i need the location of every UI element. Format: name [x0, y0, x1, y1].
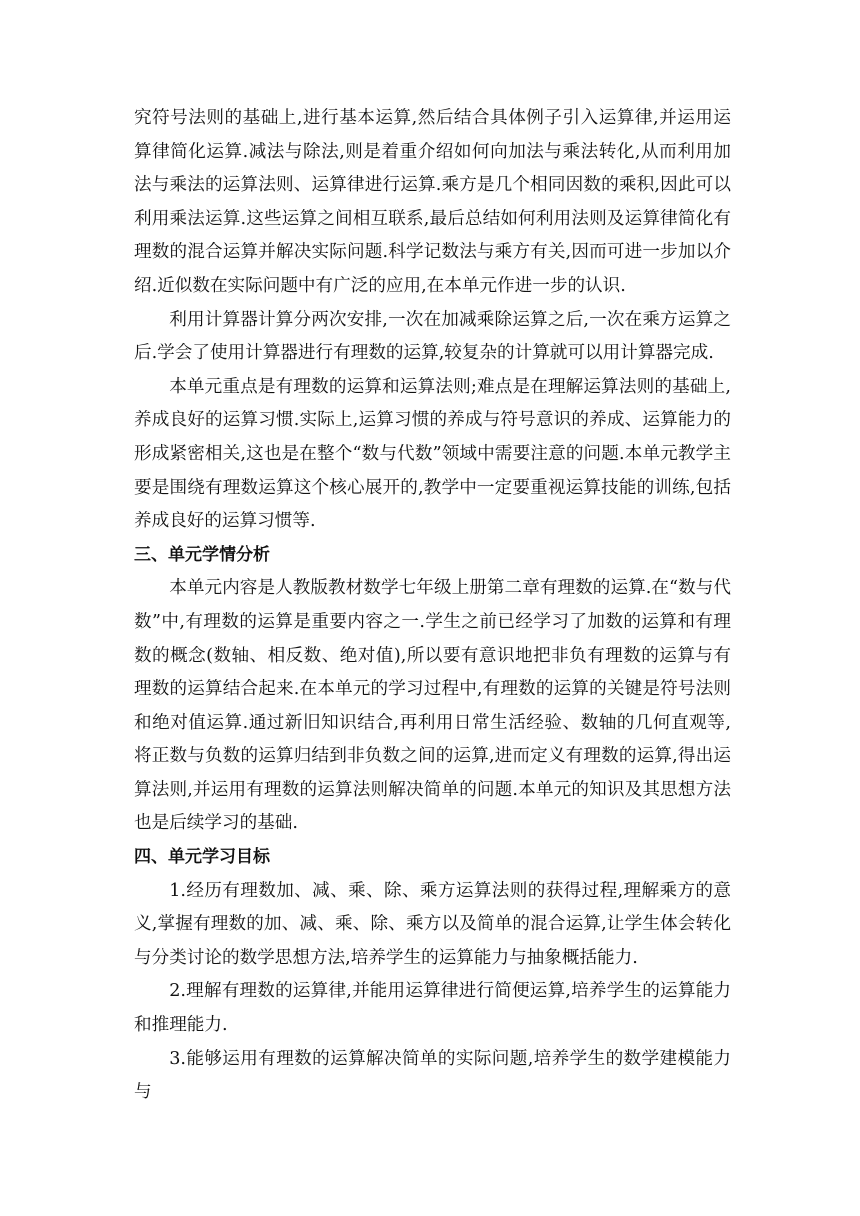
goal-item-1: 1.经历有理数加、减、乘、除、乘方运算法则的获得过程,理解乘方的意义,掌握有理数的加、减、乘、除、乘方以及简单的混合运算,让学生体会转化与分类讨论的数学思想方法,培养学生的运算能力与抽象概括能力. — [134, 880, 731, 968]
goal-item-2: 2.理解有理数的运算律,并能用运算律进行简便运算,培养学生的运算能力和推理能力. — [134, 981, 731, 1036]
section-heading-learning-analysis: 三、单元学情分析 — [134, 544, 270, 565]
paragraph-calculator: 利用计算器计算分两次安排,一次在加减乘除运算之后,一次在乘方运算之后.学会了使用计算器进行有理数的运算,较复杂的计算就可以用计算器完成. — [134, 309, 731, 364]
paragraph-key-points: 本单元重点是有理数的运算和运算法则;难点是在理解运算法则的基础上,养成良好的运算习惯.实际上,运算习惯的养成与符号意识的养成、运算能力的形成紧密相关,这也是在整个“数与代数”领域中需要注意的问题.本单元教学主要是围绕有理数运算这个核心展开的,教学中一定要重视运算技能的训练,包括养成良好的运算习惯等. — [134, 376, 731, 532]
paragraph-operations-overview: 究符号法则的基础上,进行基本运算,然后结合具体例子引入运算律,并运用运算律简化运算.减法与除法,则是着重介绍如何向加法与乘法转化,从而利用加法与乘法的运算法则、运算律进行运算.乘方是几个相同因数的乘积,因此可以利用乘法运算.这些运算之间相互联系,最后总结如何利用法则及运算律简化有理数的混合运算并解决实际问题.科学记数法与乘方有关,因而可进一步加以介绍.近似数在实际问题中有广泛的应用,在本单元作进一步的认识. — [134, 108, 731, 296]
paragraph-learning-analysis: 本单元内容是人教版教材数学七年级上册第二章有理数的运算.在“数与代数”中,有理数的运算是重要内容之一.学生之前已经学习了加数的运算和有理数的概念(数轴、相反数、绝对值),所以要有意识地把非负有理数的运算与有理数的运算结合起来.在本单元的学习过程中,有理数的运算的关键是符号法则和绝对值运算.通过新旧知识结合,再利用日常生活经验、数轴的几何直观等,将正数与负数的运算归结到非负数之间的运算,进而定义有理数的运算,得出运算法则,并运用有理数的运算法则解决简单的问题.本单元的知识及其思想方法也是后续学习的基础. — [134, 578, 731, 834]
section-heading-learning-goals: 四、单元学习目标 — [134, 847, 270, 868]
goal-item-3: 3.能够运用有理数的运算解决简单的实际问题,培养学生的数学建模能力与 — [134, 1048, 731, 1103]
document-page — [134, 102, 731, 1110]
